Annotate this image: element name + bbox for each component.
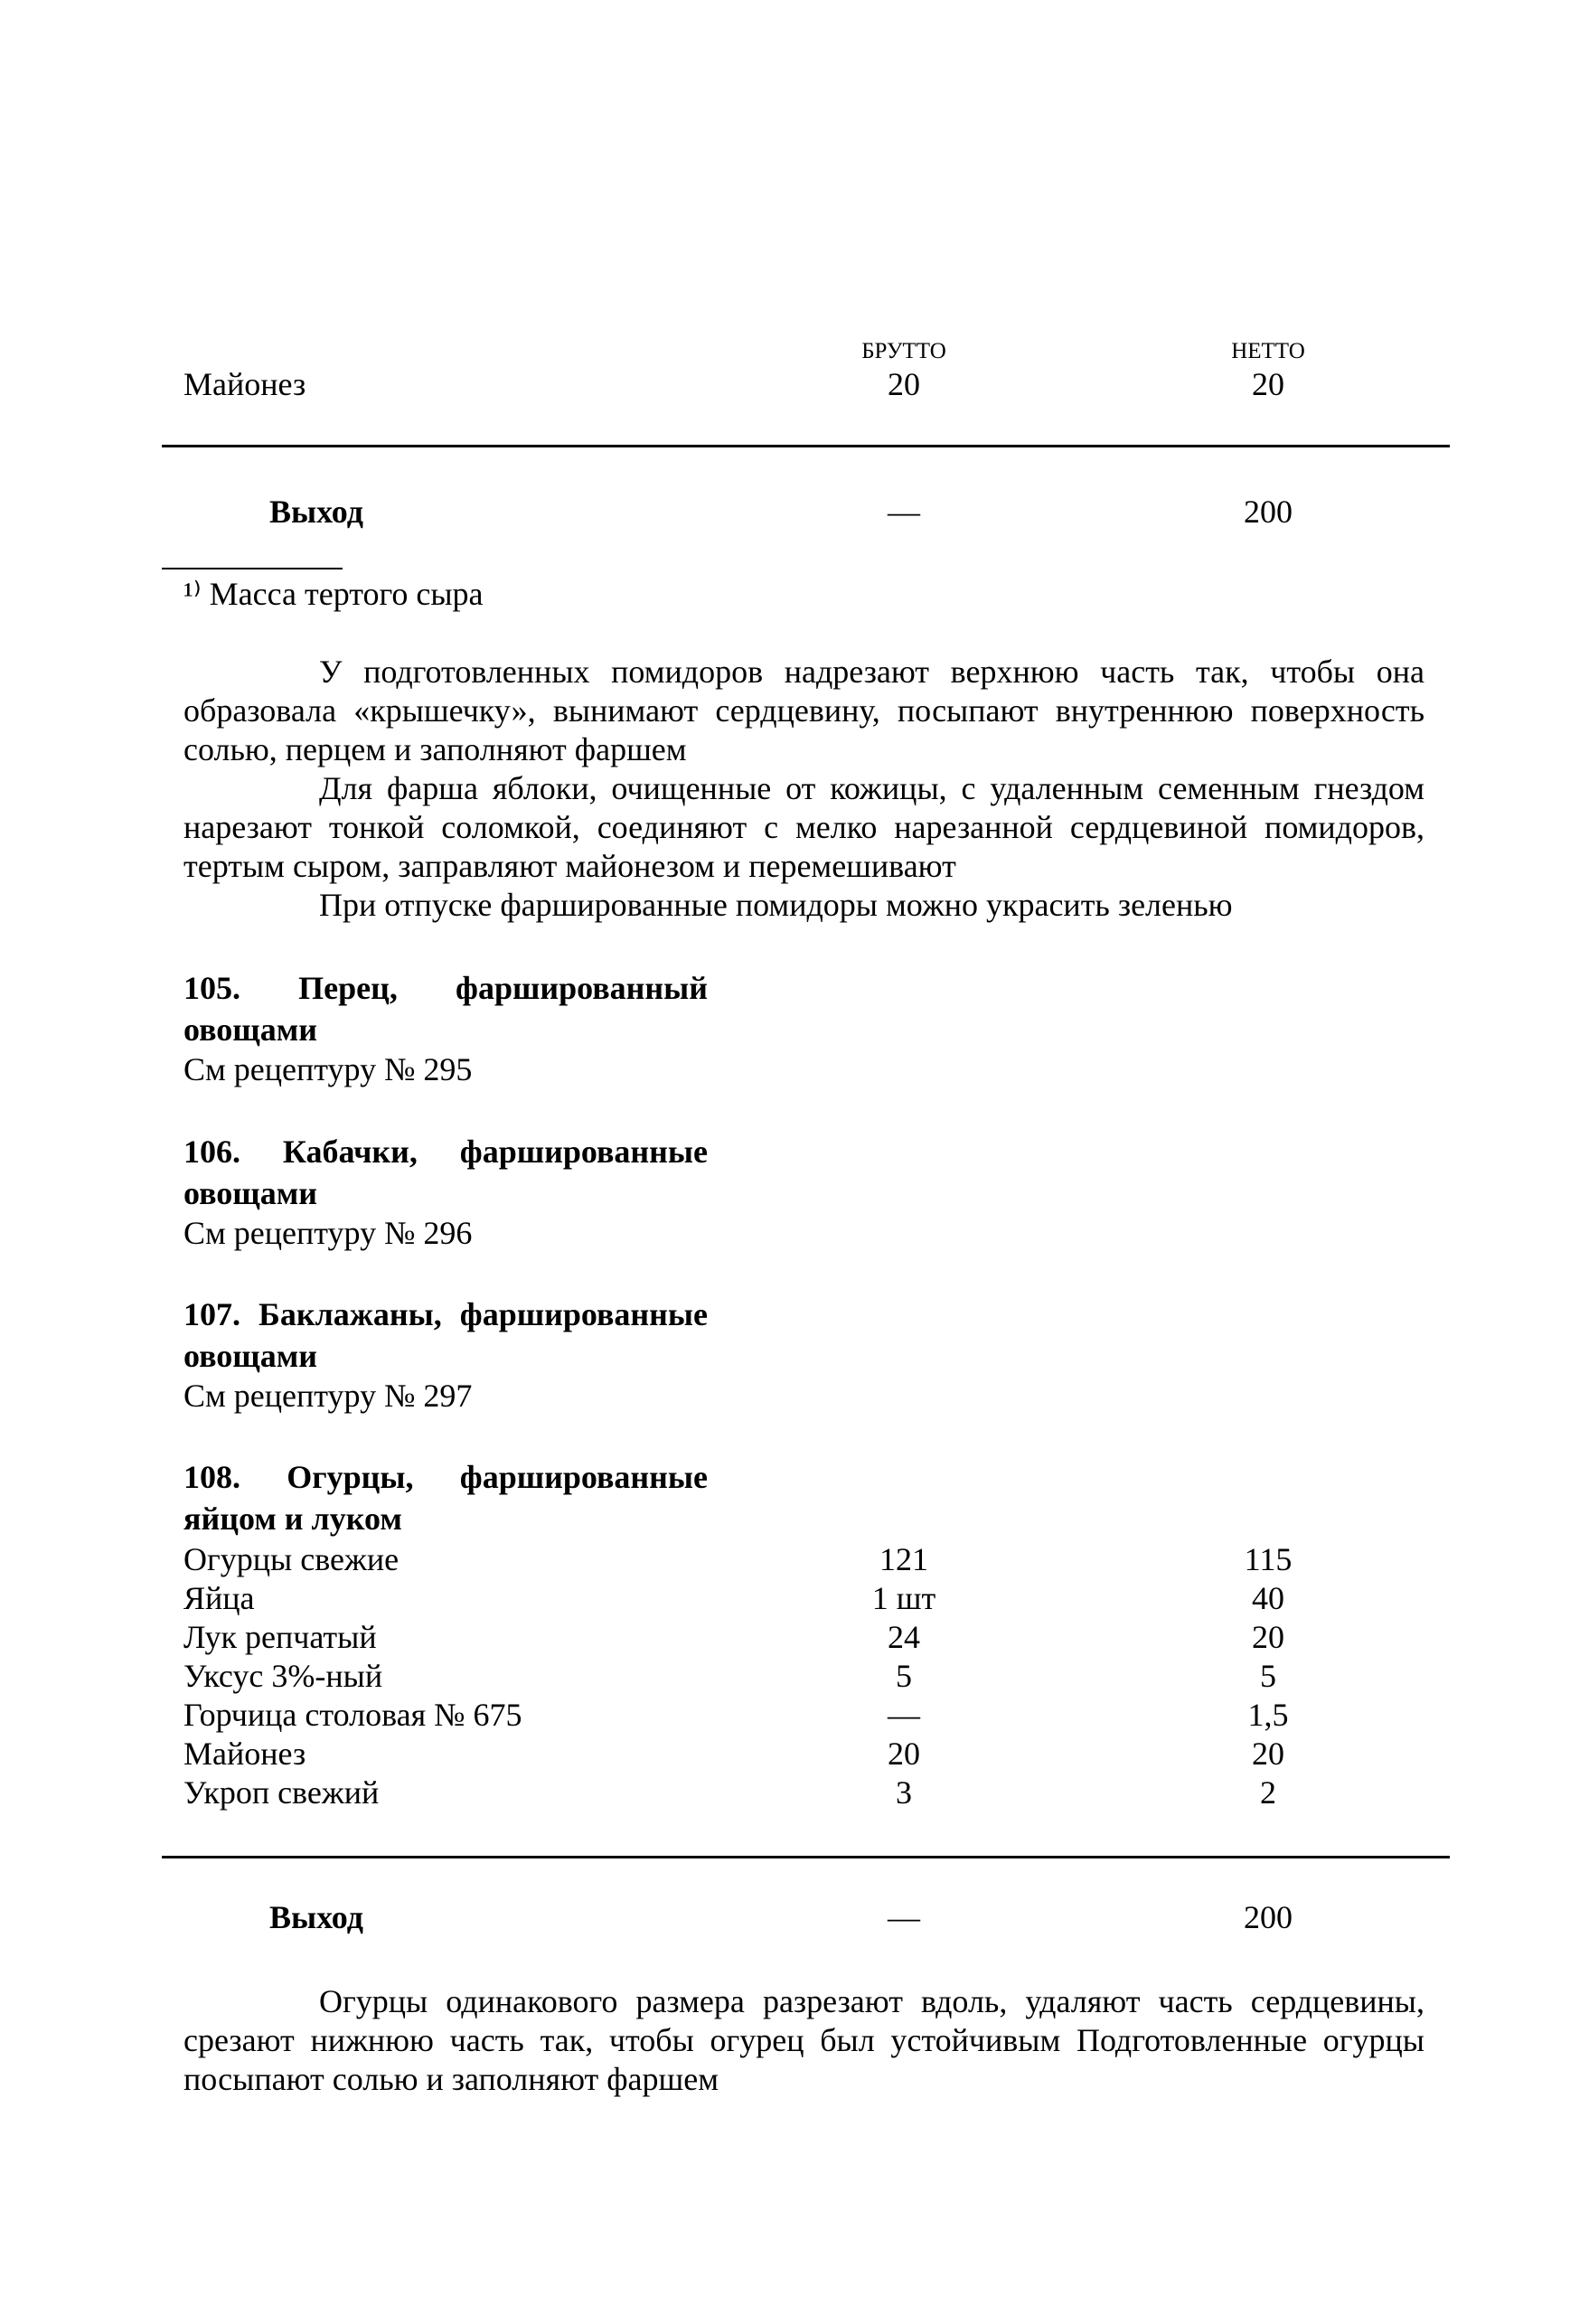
yield-netto: 200 — [1244, 1899, 1293, 1935]
recipe-title: 108. Огурцы, фаршированные яйцом и луком — [183, 1459, 708, 1537]
preparation-text — [183, 1982, 1424, 2099]
brutto-header: БРУТТО — [861, 339, 946, 363]
table-rule — [162, 445, 1450, 447]
netto-header: НЕТТО — [1231, 339, 1305, 363]
ingredient-name: Огурцы свежие — [183, 1541, 400, 1577]
ingredient-name: Лук репчатый — [183, 1619, 377, 1655]
ingredient-name: Горчица столовая № 675 — [183, 1697, 522, 1733]
ingredient-row — [0, 1735, 1570, 1774]
ingredient-row — [0, 365, 1570, 404]
recipe-title: 107. Баклажаны, фаршированные овощами — [183, 1296, 708, 1374]
ingredient-row — [0, 1774, 1570, 1812]
netto-value: 115 — [1244, 1541, 1293, 1577]
ingredient-name: Майонез — [183, 1736, 306, 1772]
ingredient-name: Яйца — [183, 1580, 255, 1616]
yield-netto: 200 — [1244, 494, 1293, 530]
netto-value: 1,5 — [1247, 1697, 1289, 1733]
ingredient-name: Уксус 3%-ный — [183, 1658, 383, 1694]
brutto-value: 121 — [879, 1541, 928, 1577]
paragraph: У подготовленных помидоров надрезают верхнюю часть так, чтобы она образовала «крышечку», вынимают сердцевину, посыпают внутреннюю поверхность солью, перцем и заполняют фаршем — [183, 654, 1424, 767]
ingredient-row — [0, 1657, 1570, 1696]
netto-value: 20 — [1252, 366, 1284, 402]
ingredient-name: Укроп свежий — [183, 1774, 380, 1811]
brutto-value: 20 — [888, 1736, 920, 1772]
netto-value: 20 — [1252, 1736, 1284, 1772]
yield-label: Выход — [269, 494, 363, 530]
paragraph: При отпуске фаршированные помидоры можно украсить зеленью — [319, 887, 1233, 923]
paragraph: Для фарша яблоки, очищенные от кожицы, с удаленным семенным гнездом нарезают тонкой соломкой, соединяют с мелко нарезанной сердцевиной помидоров, тертым сыром, заправляют майонезом и перемешивают — [183, 770, 1424, 884]
netto-value: 40 — [1252, 1580, 1284, 1616]
ingredient-row — [0, 1579, 1570, 1618]
yield-row — [0, 493, 1570, 532]
recipe-title: 105. Перец, фаршированный овощами — [183, 970, 708, 1048]
netto-value: 20 — [1252, 1619, 1284, 1655]
brutto-value: 24 — [888, 1619, 920, 1655]
table-rule — [162, 1856, 1450, 1858]
ingredient-row — [0, 1540, 1570, 1579]
yield-brutto: — — [888, 494, 920, 530]
yield-label: Выход — [269, 1899, 363, 1935]
netto-value: 2 — [1260, 1774, 1276, 1811]
recipe-reference: См рецептуру № 297 — [183, 1378, 473, 1414]
ingredient-row — [0, 1696, 1570, 1735]
footnote-rule — [162, 568, 343, 569]
footnote: ¹⁾ Масса тертого сыра — [183, 576, 484, 612]
paragraph: Огурцы одинакового размера разрезают вдоль, удаляют часть сердцевины, срезают нижнюю часть так, чтобы огурец был устойчивым Подготовленные огурцы посыпают солью и заполняют фаршем — [183, 1983, 1424, 2097]
recipe-reference: См рецептуру № 295 — [183, 1051, 473, 1087]
brutto-value: 5 — [896, 1658, 912, 1694]
recipe-reference: См рецептуру № 296 — [183, 1215, 473, 1251]
brutto-value: 20 — [888, 366, 920, 402]
yield-brutto: — — [888, 1899, 920, 1935]
brutto-value: 1 шт — [871, 1580, 936, 1616]
brutto-value: — — [888, 1697, 920, 1733]
netto-value: 5 — [1260, 1658, 1276, 1694]
preparation-text — [183, 653, 1424, 925]
brutto-value: 3 — [896, 1774, 912, 1811]
ingredient-row — [0, 1618, 1570, 1657]
yield-row — [0, 1898, 1570, 1937]
recipe-title: 106. Кабачки, фаршированные овощами — [183, 1134, 708, 1211]
ingredient-name: Майонез — [183, 366, 306, 402]
